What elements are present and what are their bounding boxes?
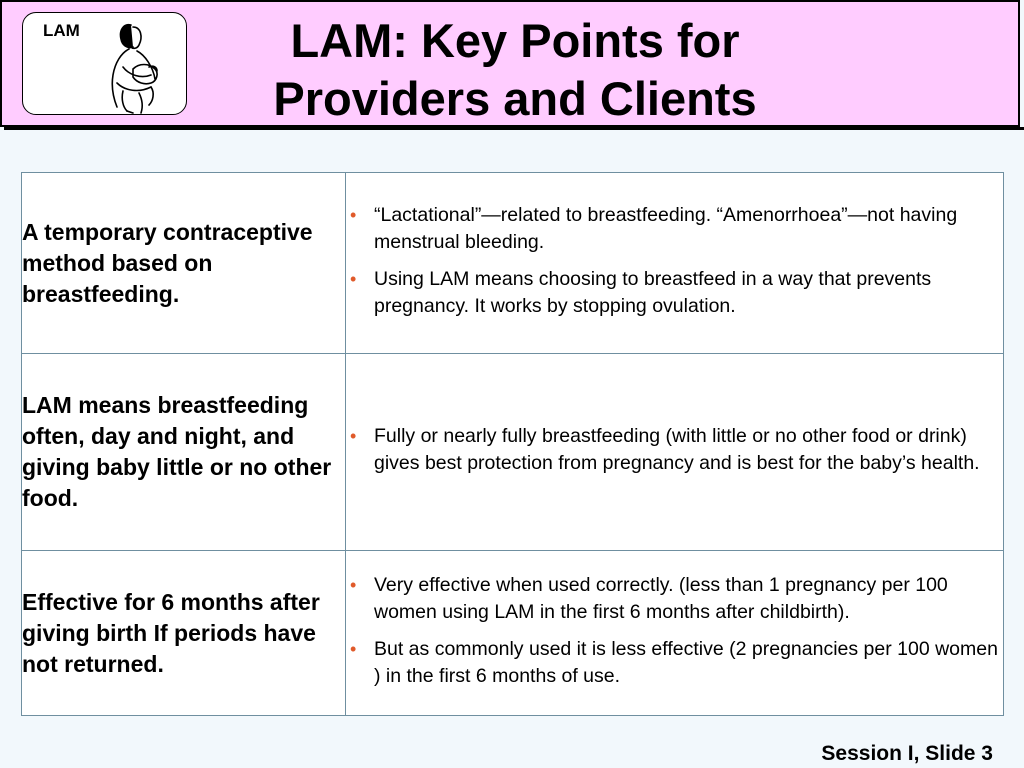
title-line-1: LAM: Key Points for — [290, 14, 740, 67]
bullet-text: “Lactational”—related to breastfeeding. “Amenorrhoea”—not having menstrual bleeding. — [374, 204, 958, 253]
bullet-list — [346, 572, 1003, 690]
table-row — [22, 551, 1004, 716]
row-heading: A temporary contraceptive method based on breastfeeding. — [22, 173, 346, 354]
bullet-item — [346, 266, 1003, 320]
bullet-list — [346, 423, 1003, 477]
title-line-2: Providers and Clients — [273, 72, 757, 125]
bullet-text: Fully or nearly fully breastfeeding (with little or no other food or drink) gives best protection from pregnancy and is best for the baby’s health. — [374, 425, 980, 474]
bullet-item — [346, 636, 1003, 690]
bullet-item — [346, 572, 1003, 626]
bullet-text: Very effective when used correctly. (less than 1 pregnancy per 100 women using LAM in the first 6 months after childbirth). — [374, 574, 948, 623]
row-heading: LAM means breastfeeding often, day and night, and giving baby little or no other food. — [22, 354, 346, 551]
logo-label: LAM — [43, 21, 80, 40]
bullet-list — [346, 202, 1003, 320]
row-details — [346, 173, 1004, 354]
bullet-text: But as commonly used it is less effective (2 pregnancies per 100 women ) in the first 6 months of use. — [374, 638, 998, 687]
bullet-icon: • — [350, 426, 357, 446]
bullet-item — [346, 202, 1003, 256]
key-points-table — [21, 172, 1004, 716]
row-heading: Effective for 6 months after giving birth If periods have not returned. — [22, 551, 346, 716]
table-row — [22, 354, 1004, 551]
table-row — [22, 173, 1004, 354]
bullet-icon: • — [350, 639, 357, 659]
breastfeeding-mother-icon — [93, 17, 183, 115]
page-title — [200, 12, 830, 128]
row-details — [346, 551, 1004, 716]
row-details — [346, 354, 1004, 551]
bullet-text: Using LAM means choosing to breastfeed in a way that prevents pregnancy. It works by stopping ovulation. — [374, 268, 932, 317]
lam-logo — [22, 12, 187, 115]
bullet-icon: • — [350, 575, 357, 595]
bullet-item — [346, 423, 1003, 477]
bullet-icon: • — [350, 205, 357, 225]
bullet-icon: • — [350, 269, 357, 289]
slide-number: Session I, Slide 3 — [821, 742, 993, 765]
